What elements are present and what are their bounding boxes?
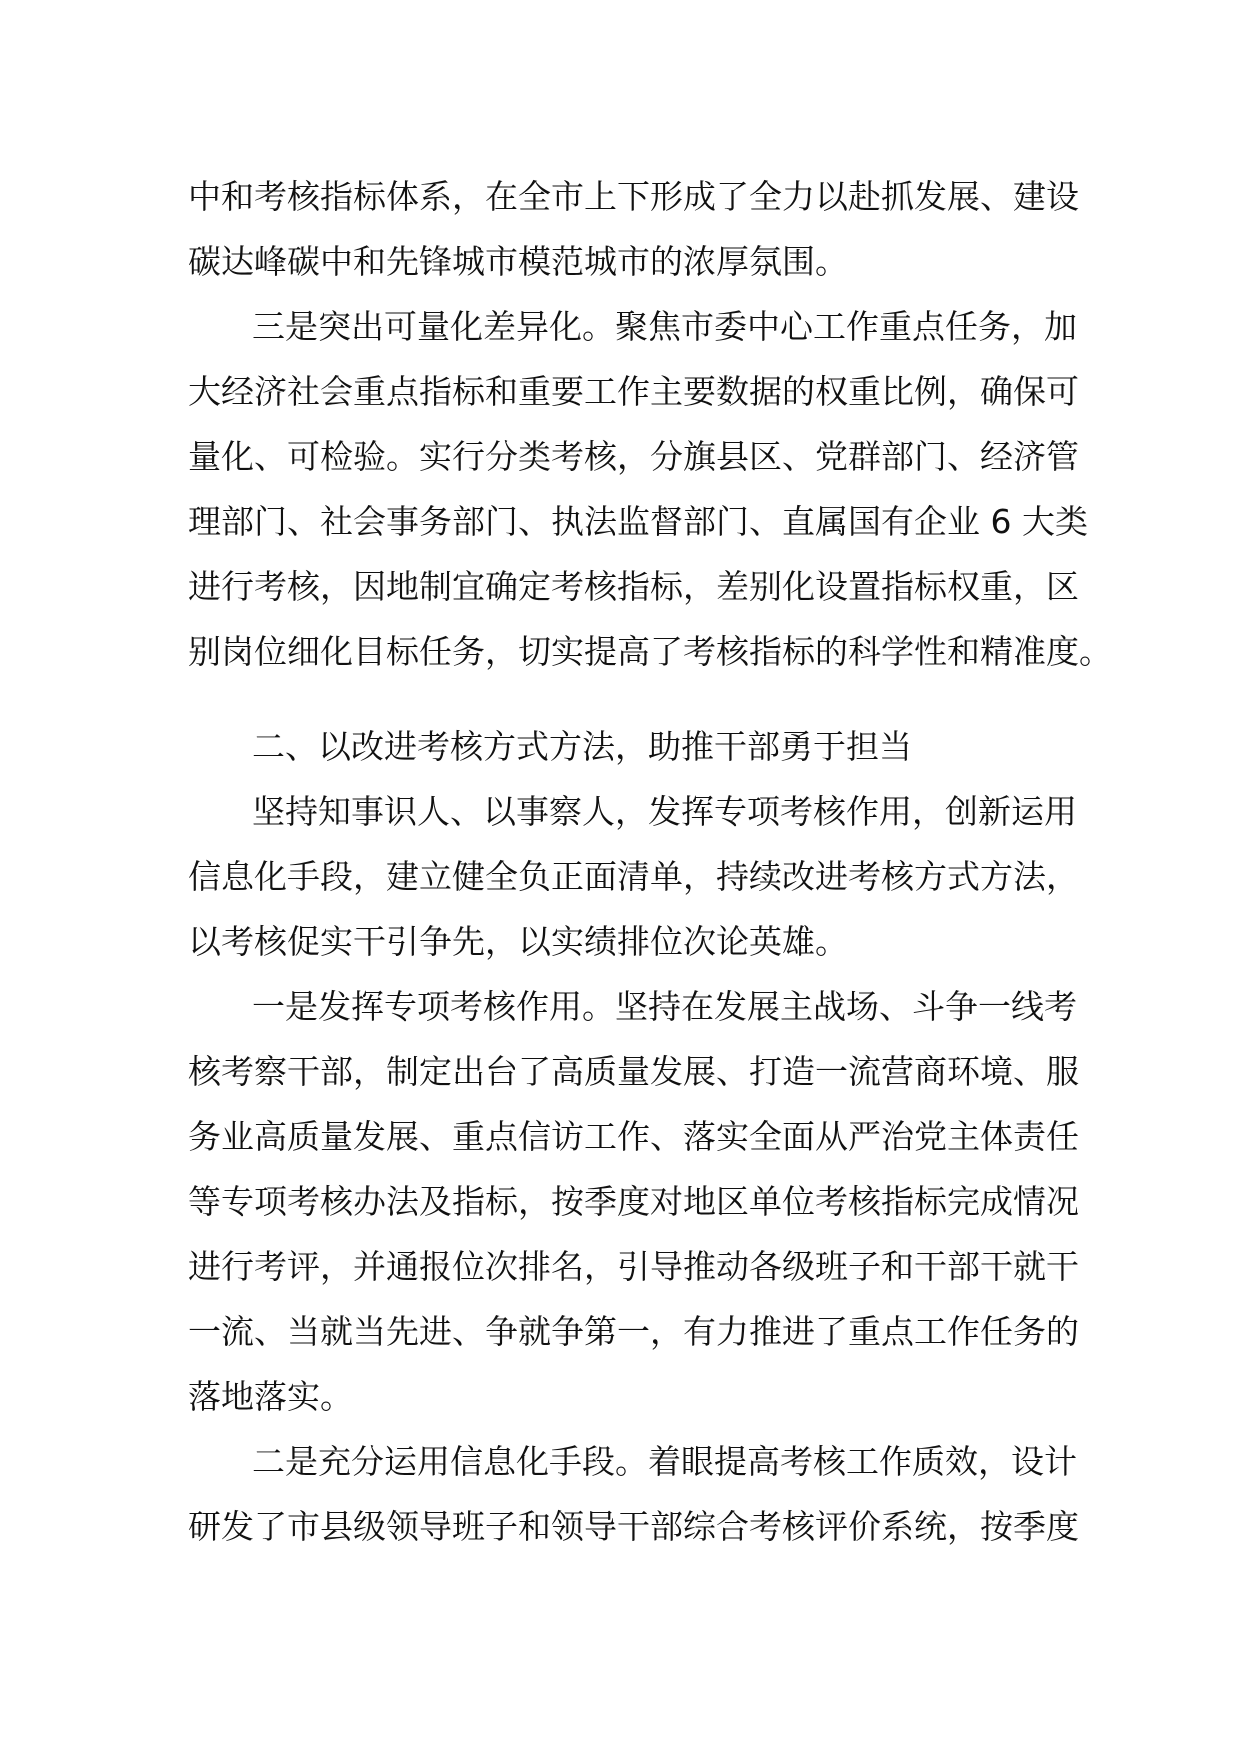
text-line: 信息化手段，建立健全负正面清单，持续改进考核方式方法，	[188, 857, 1079, 896]
paragraph-section-2-intro	[188, 779, 1079, 974]
text-line: 进行考核，因地制宜确定考核指标，差别化设置指标权重，区	[188, 567, 1079, 606]
text-line: 量化、可检验。实行分类考核，分旗县区、党群部门、经济管	[188, 437, 1079, 476]
text-line: 以考核促实干引争先，以实绩排位次论英雄。	[188, 922, 848, 961]
text-line: 中和考核指标体系，在全市上下形成了全力以赴抓发展、建设	[188, 177, 1079, 216]
section-heading: 二、以改进考核方式方法，助推干部勇于担当	[252, 727, 912, 766]
text-line: 碳达峰碳中和先锋城市模范城市的浓厚氛围。	[188, 242, 848, 281]
text-line: 研发了市县级领导班子和领导干部综合考核评价系统，按季度	[188, 1507, 1079, 1546]
paragraph-1-continued	[188, 164, 1079, 294]
text-line: 一是发挥专项考核作用。坚持在发展主战场、斗争一线考	[252, 987, 1077, 1026]
paragraph-point-one	[188, 974, 1079, 1429]
text-line: 三是突出可量化差异化。聚焦市委中心工作重点任务，加	[252, 307, 1077, 346]
text-line: 一流、当就当先进、争就争第一，有力推进了重点工作任务的	[188, 1312, 1079, 1351]
text-line: 务业高质量发展、重点信访工作、落实全面从严治党主体责任	[188, 1117, 1079, 1156]
text-line: 别岗位细化目标任务，切实提高了考核指标的科学性和精准度。	[188, 632, 1112, 671]
text-line: 理部门、社会事务部门、执法监督部门、直属国有企业 6 大类	[188, 502, 1088, 541]
text-line: 核考察干部，制定出台了高质量发展、打造一流营商环境、服	[188, 1052, 1079, 1091]
text-line: 二是充分运用信息化手段。着眼提高考核工作质效，设计	[252, 1442, 1077, 1481]
text-line: 坚持知事识人、以事察人，发挥专项考核作用，创新运用	[252, 792, 1077, 831]
paragraph-point-three	[188, 294, 1112, 684]
text-line: 大经济社会重点指标和重要工作主要数据的权重比例，确保可	[188, 372, 1079, 411]
section-heading-2	[188, 714, 1058, 779]
text-line: 落地落实。	[188, 1377, 353, 1416]
text-line: 等专项考核办法及指标，按季度对地区单位考核指标完成情况	[188, 1182, 1079, 1221]
paragraph-point-two	[188, 1429, 1079, 1559]
text-line: 进行考评，并通报位次排名，引导推动各级班子和干部干就干	[188, 1247, 1079, 1286]
